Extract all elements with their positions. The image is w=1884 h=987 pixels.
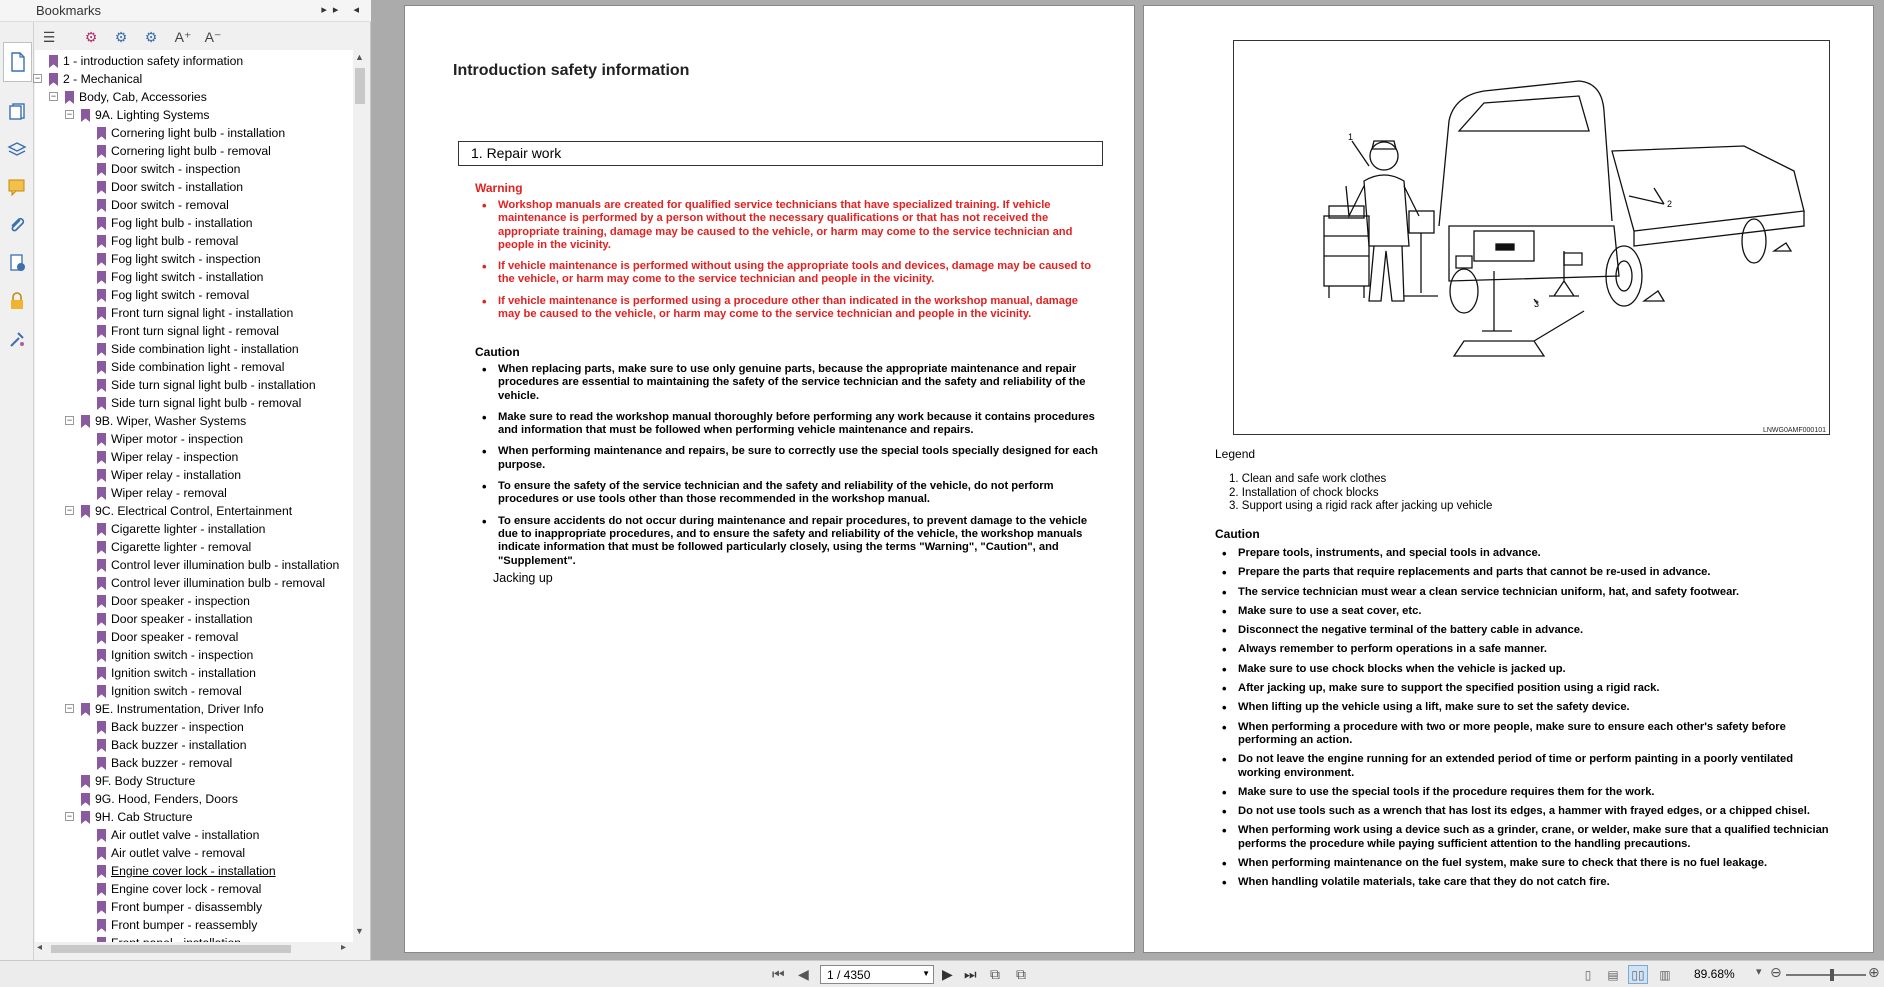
bookmark-icon: [97, 613, 106, 626]
caution-list: [475, 363, 1103, 576]
bookmark-icon: [97, 595, 106, 608]
callout-3: 3: [1534, 299, 1540, 309]
bookmark-label: Door switch - inspection: [111, 162, 241, 176]
status-bar: [0, 960, 1884, 987]
bookmark-icon: [97, 289, 106, 302]
bookmark-icon: [97, 271, 106, 284]
caution-item: • When performing maintenance on the fuel system, make sure to check that there is no fuel leakage.: [1214, 857, 1834, 870]
page-number-value: 1 / 4350: [827, 968, 871, 982]
bookmark-label: Back buzzer - inspection: [111, 720, 244, 734]
collapse-toggle-icon[interactable]: −: [66, 505, 73, 515]
caution-item: • Always remember to perform operations in a safe manner.: [1214, 643, 1834, 656]
bookmark-label: Control lever illumination bulb - installation: [111, 558, 340, 572]
caution-item: • When performing work using a device such as a grinder, crane, or welder, make sure that a qualified technician performs the procedure while paying sufficient attention to the handling precautions.: [1214, 824, 1834, 851]
bookmarks-title: Bookmarks: [36, 3, 102, 18]
bookmark-icon: [97, 163, 106, 176]
prev-page-icon[interactable]: ◀: [798, 966, 809, 982]
bookmark-icon: [97, 901, 106, 914]
panel-splitter[interactable]: [372, 0, 378, 960]
last-page-icon[interactable]: ⏭: [964, 966, 977, 982]
caution-item: • Prepare the parts that require replacements and parts that cannot be re-used in advance.: [1214, 566, 1834, 579]
bookmark-icon: [97, 685, 106, 698]
bookmark-icon: [97, 217, 106, 230]
bookmark-icon: [81, 775, 90, 788]
two-page-icon[interactable]: ▯▯: [1628, 965, 1648, 984]
bookmarks-vertical-scrollbar[interactable]: [353, 50, 367, 942]
caution-item: • Disconnect the negative terminal of the battery cable in advance.: [1214, 624, 1834, 637]
bookmark-icon: [81, 109, 90, 122]
scroll-down-icon[interactable]: ▼: [355, 926, 364, 936]
bookmarks-header: [0, 0, 371, 22]
zoom-dropdown-icon[interactable]: ▾: [1756, 966, 1762, 978]
next-view-icon[interactable]: ⧉: [1016, 966, 1026, 982]
bookmark-label: Air outlet valve - installation: [111, 828, 260, 842]
caution-item: • Do not leave the engine running for an extended period of time or perform painting in a poorly ventilated working environment.: [1214, 753, 1834, 780]
bookmark-label: Door speaker - inspection: [111, 594, 250, 608]
chevron-down-icon[interactable]: ▼: [922, 969, 930, 978]
bookmark-icon: [97, 235, 106, 248]
signatures-icon[interactable]: [6, 252, 28, 274]
caution-item: • When performing a procedure with two or more people, make sure to ensure each other's safety before performing an action.: [1214, 721, 1834, 748]
zoom-out-icon[interactable]: ⊖: [1770, 964, 1782, 980]
collapse-toggle-icon[interactable]: −: [66, 703, 73, 713]
bookmark-label: 9C. Electrical Control, Entertainment: [95, 504, 293, 518]
caution-item: • When replacing parts, make sure to use only genuine parts, because the appropriate maintenance and repair procedures are essential to maintaining the safety of the service technician and the safety and reliability of the vehicle.: [475, 363, 1103, 403]
panel-collapse-buttons[interactable]: ▸▸ ◂: [321, 4, 365, 16]
first-page-icon[interactable]: ⏮: [772, 966, 785, 982]
bookmarks-horizontal-scrollbar[interactable]: [35, 942, 353, 956]
goto-bookmark-icon[interactable]: ⚙: [144, 28, 158, 45]
bookmark-label: Side combination light - installation: [111, 342, 299, 356]
callout-2: 2: [1667, 199, 1673, 209]
bookmark-label: Cigarette lighter - installation: [111, 522, 266, 536]
collapse-toggle-icon[interactable]: −: [66, 811, 73, 821]
bookmark-label: Wiper motor - inspection: [111, 432, 244, 446]
bookmark-icon: [49, 73, 58, 86]
bookmarks-toolbar: [36, 24, 366, 50]
caution-label: Caution: [475, 345, 520, 359]
bookmark-icon: [81, 415, 90, 428]
scroll-left-icon[interactable]: ◂: [37, 942, 43, 953]
scroll-right-icon[interactable]: ▸: [341, 942, 347, 953]
bookmark-label: Back buzzer - installation: [111, 738, 247, 752]
prev-view-icon[interactable]: ⧉: [990, 966, 1000, 982]
bookmark-label: Body, Cab, Accessories: [79, 90, 207, 104]
scroll-thumb[interactable]: [355, 68, 365, 104]
bookmark-label: Cornering light bulb - installation: [111, 126, 286, 140]
caution-item: • To ensure the safety of the service technician and the safety and reliability of the vehicle, do not perform procedures or use tools other than those recommended in the workshop manual.: [475, 480, 1103, 507]
bookmarks-tree: [35, 50, 353, 942]
bookmark-icon: [97, 577, 106, 590]
bookmark-label: Door switch - installation: [111, 180, 244, 194]
bookmark-label: Engine cover lock - removal: [111, 882, 262, 896]
bookmark-icon: [97, 739, 106, 752]
bookmark-icon: [97, 829, 106, 842]
comments-icon[interactable]: [6, 176, 28, 198]
bookmark-icon: [97, 649, 106, 662]
zoom-in-icon[interactable]: ⊕: [1868, 964, 1880, 980]
warning-item: • If vehicle maintenance is performed without using the appropriate tools and devices, damage may be caused to the vehicle, or harm may come to the service technician and people in the vicinity.: [475, 260, 1103, 287]
pages-icon[interactable]: [3, 42, 32, 82]
bookmark-icon: [97, 667, 106, 680]
tools-icon[interactable]: [6, 328, 28, 350]
jacking-up-heading: Jacking up: [493, 571, 553, 585]
bookmark-label: Fog light switch - inspection: [111, 252, 261, 266]
caution-item: • After jacking up, make sure to support the specified position using a rigid rack.: [1214, 682, 1834, 695]
caution-item: • Make sure to use a seat cover, etc.: [1214, 605, 1834, 618]
bookmark-label: Side combination light - removal: [111, 360, 285, 374]
caution-item: • Do not use tools such as a wrench that has lost its edges, a hammer with frayed edges, or a chipped chisel.: [1214, 805, 1834, 818]
bookmark-icon: [97, 883, 106, 896]
enlarge-text-icon[interactable]: A⁺: [174, 28, 192, 45]
warning-list: [475, 199, 1103, 329]
bookmark-label: Front bumper - disassembly: [111, 900, 263, 914]
bookmark-label: Wiper relay - installation: [111, 468, 242, 482]
document-page-1: [404, 5, 1135, 953]
side-rail: [0, 22, 34, 960]
section-heading: 1. Repair work: [458, 141, 1103, 166]
bookmark-icon: [97, 253, 106, 266]
bookmark-icon: [97, 451, 106, 464]
bookmark-label: 9G. Hood, Fenders, Doors: [95, 792, 238, 806]
bookmark-icon: [97, 181, 106, 194]
expand-bookmark-icon[interactable]: ⚙: [84, 28, 98, 45]
bookmark-icon: [97, 559, 106, 572]
bookmark-label: Fog light switch - removal: [111, 288, 250, 302]
bookmark-icon: [97, 127, 106, 140]
bookmark-label: Door speaker - removal: [111, 630, 239, 644]
bookmark-icon: [97, 343, 106, 356]
bookmark-icon: [81, 505, 90, 518]
single-page-icon[interactable]: ▯: [1584, 967, 1592, 982]
bookmark-label: Front turn signal light - removal: [111, 324, 279, 338]
bookmark-icon: [81, 811, 90, 824]
caution-item: • Make sure to use chock blocks when the vehicle is jacked up.: [1214, 663, 1834, 676]
warning-item: • If vehicle maintenance is performed using a procedure other than indicated in the workshop manual, damage may be caused to the vehicle, or harm may come to the service technician and people in the vicinity.: [475, 295, 1103, 322]
bookmark-icon: [97, 487, 106, 500]
two-page-continuous-icon[interactable]: ▥: [1659, 967, 1671, 982]
bookmarks-panel: [0, 0, 371, 960]
caution-item: • Prepare tools, instruments, and special tools in advance.: [1214, 547, 1834, 560]
bookmark-label: Control lever illumination bulb - removal: [111, 576, 326, 590]
zoom-slider[interactable]: [1786, 974, 1866, 976]
bookmark-icon: [97, 325, 106, 338]
collapse-toggle-icon[interactable]: −: [50, 91, 57, 101]
thumbnails-icon[interactable]: [6, 100, 28, 122]
bookmark-icon: [97, 361, 106, 374]
bookmark-label: Ignition switch - removal: [111, 684, 242, 698]
bookmark-label: 9F. Body Structure: [95, 774, 196, 788]
bookmark-label: Cornering light bulb - removal: [111, 144, 271, 158]
caution-item: • To ensure accidents do not occur during maintenance and repair procedures, to prevent damage to the vehicle due to inappropriate procedures, and to ensure the safety and reliability of the vehicle, the workshop manuals indicate information that must be followed particularly closely, using the terms "Warning", "Caution", and "Supplement".: [475, 515, 1103, 568]
collapse-toggle-icon[interactable]: −: [34, 73, 41, 83]
bookmark-label: Wiper relay - inspection: [111, 450, 239, 464]
bookmark-label: Front bumper - reassembly: [111, 918, 258, 932]
bookmark-label: Door switch - removal: [111, 198, 229, 212]
bookmark-label: 9E. Instrumentation, Driver Info: [95, 702, 264, 716]
bookmark-label: Back buzzer - removal: [111, 756, 233, 770]
truck-illustration: [1233, 40, 1830, 435]
security-icon[interactable]: [6, 290, 28, 312]
reduce-text-icon[interactable]: A⁻: [204, 28, 222, 45]
bookmark-icon: [97, 397, 106, 410]
bookmark-icon: [97, 379, 106, 392]
caution-item: • When performing maintenance and repairs, be sure to correctly use the special tools specially designed for each purpose.: [475, 445, 1103, 472]
legend-item: 1. Clean and safe work clothes: [1229, 473, 1387, 485]
document-page-2: [1143, 5, 1874, 953]
bookmark-label: Wiper relay - removal: [111, 486, 227, 500]
scroll-up-icon[interactable]: ▲: [355, 52, 364, 62]
bookmark-label: 1 - introduction safety information: [63, 54, 244, 68]
bookmark-label: Front turn signal light - installation: [111, 306, 294, 320]
bookmark-label: Door speaker - installation: [111, 612, 253, 626]
bookmark-icon: [97, 469, 106, 482]
legend-item: 2. Installation of chock blocks: [1229, 486, 1379, 499]
bookmark-label: Side turn signal light bulb - removal: [111, 396, 302, 410]
collapse-toggle-icon[interactable]: −: [66, 415, 73, 425]
bookmark-icon: [97, 523, 106, 536]
bookmark-icon: [97, 307, 106, 320]
bookmark-icon: [97, 541, 106, 554]
caution-label-2: Caution: [1215, 527, 1260, 541]
bookmark-label: Engine cover lock - installation: [111, 864, 276, 878]
caution-item: • When lifting up the vehicle using a lift, make sure to set the safety device.: [1214, 701, 1834, 714]
find-bookmark-icon[interactable]: ⚙: [114, 28, 128, 45]
legend-list: [1229, 473, 1492, 514]
legend-item: 3. Support using a rigid rack after jacking up vehicle: [1229, 500, 1493, 512]
zoom-slider-knob[interactable]: [1830, 969, 1834, 981]
bookmark-label: 9B. Wiper, Washer Systems: [95, 414, 247, 428]
bookmark-label: Air outlet valve - removal: [111, 846, 246, 860]
legend-label: Legend: [1215, 447, 1256, 461]
bookmark-label: Ignition switch - inspection: [111, 648, 254, 662]
bookmark-icon: [97, 631, 106, 644]
callout-1: 1: [1348, 132, 1354, 142]
bookmark-icon: [97, 847, 106, 860]
warning-label: Warning: [475, 181, 523, 195]
bookmark-icon: [49, 55, 58, 68]
hscroll-thumb[interactable]: [51, 945, 291, 953]
bookmark-icon: [97, 145, 106, 158]
options-icon[interactable]: ☰: [42, 28, 56, 45]
bookmark-icon: [97, 757, 106, 770]
caution-item: • When handling volatile materials, take care that they do not catch fire.: [1214, 876, 1834, 889]
bookmark-label: Cigarette lighter - removal: [111, 540, 252, 554]
bookmark-icon: [81, 703, 90, 716]
bookmark-label: Fog light bulb - removal: [111, 234, 239, 248]
bookmark-label: Fog light bulb - installation: [111, 216, 253, 230]
bookmark-label: 2 - Mechanical: [63, 72, 143, 86]
attachments-icon[interactable]: [6, 214, 28, 236]
next-page-icon[interactable]: ▶: [942, 966, 953, 982]
bookmark-icon: [97, 199, 106, 212]
bookmark-icon: [97, 433, 106, 446]
truck-drawing: [1234, 41, 1829, 434]
bookmark-label: Side turn signal light bulb - installation: [111, 378, 316, 392]
bookmark-label: 9H. Cab Structure: [95, 810, 193, 824]
caution-item: • Make sure to use the special tools if the procedure requires them for the work.: [1214, 786, 1834, 799]
page-number-field[interactable]: [820, 965, 934, 984]
bookmark-icon: [81, 793, 90, 806]
figure-code: LNWG0AMF000101: [1762, 427, 1826, 434]
bookmark-icon: [97, 919, 106, 932]
continuous-icon[interactable]: ▤: [1607, 967, 1619, 982]
caution-item: • Make sure to read the workshop manual thoroughly before performing any work because it contains procedures and information that must be followed when performing vehicle maintenance and repairs.: [475, 411, 1103, 438]
warning-item: • Workshop manuals are created for qualified service technicians that have specialized training. If vehicle maintenance is performed by a person without the necessary qualifications or that has not received the appropriate training, damage may be caused to the vehicle, or harm may come to the service technician and people in the vicinity.: [475, 199, 1103, 252]
zoom-level[interactable]: 89.68%: [1694, 967, 1735, 981]
bookmark-label: 9A. Lighting Systems: [95, 108, 210, 122]
collapse-toggle-icon[interactable]: −: [66, 109, 73, 119]
caution-item: • The service technician must wear a clean service technician uniform, hat, and safety footwear.: [1214, 586, 1834, 599]
bookmark-icon: [65, 91, 74, 104]
bookmark-icon: [97, 865, 106, 878]
page-title: Introduction safety information: [453, 62, 690, 79]
bookmark-label: Ignition switch - installation: [111, 666, 256, 680]
bookmark-icon: [97, 721, 106, 734]
bookmark-label: Fog light switch - installation: [111, 270, 264, 284]
caution-list-2: [1214, 547, 1834, 896]
layers-icon[interactable]: [6, 138, 28, 160]
